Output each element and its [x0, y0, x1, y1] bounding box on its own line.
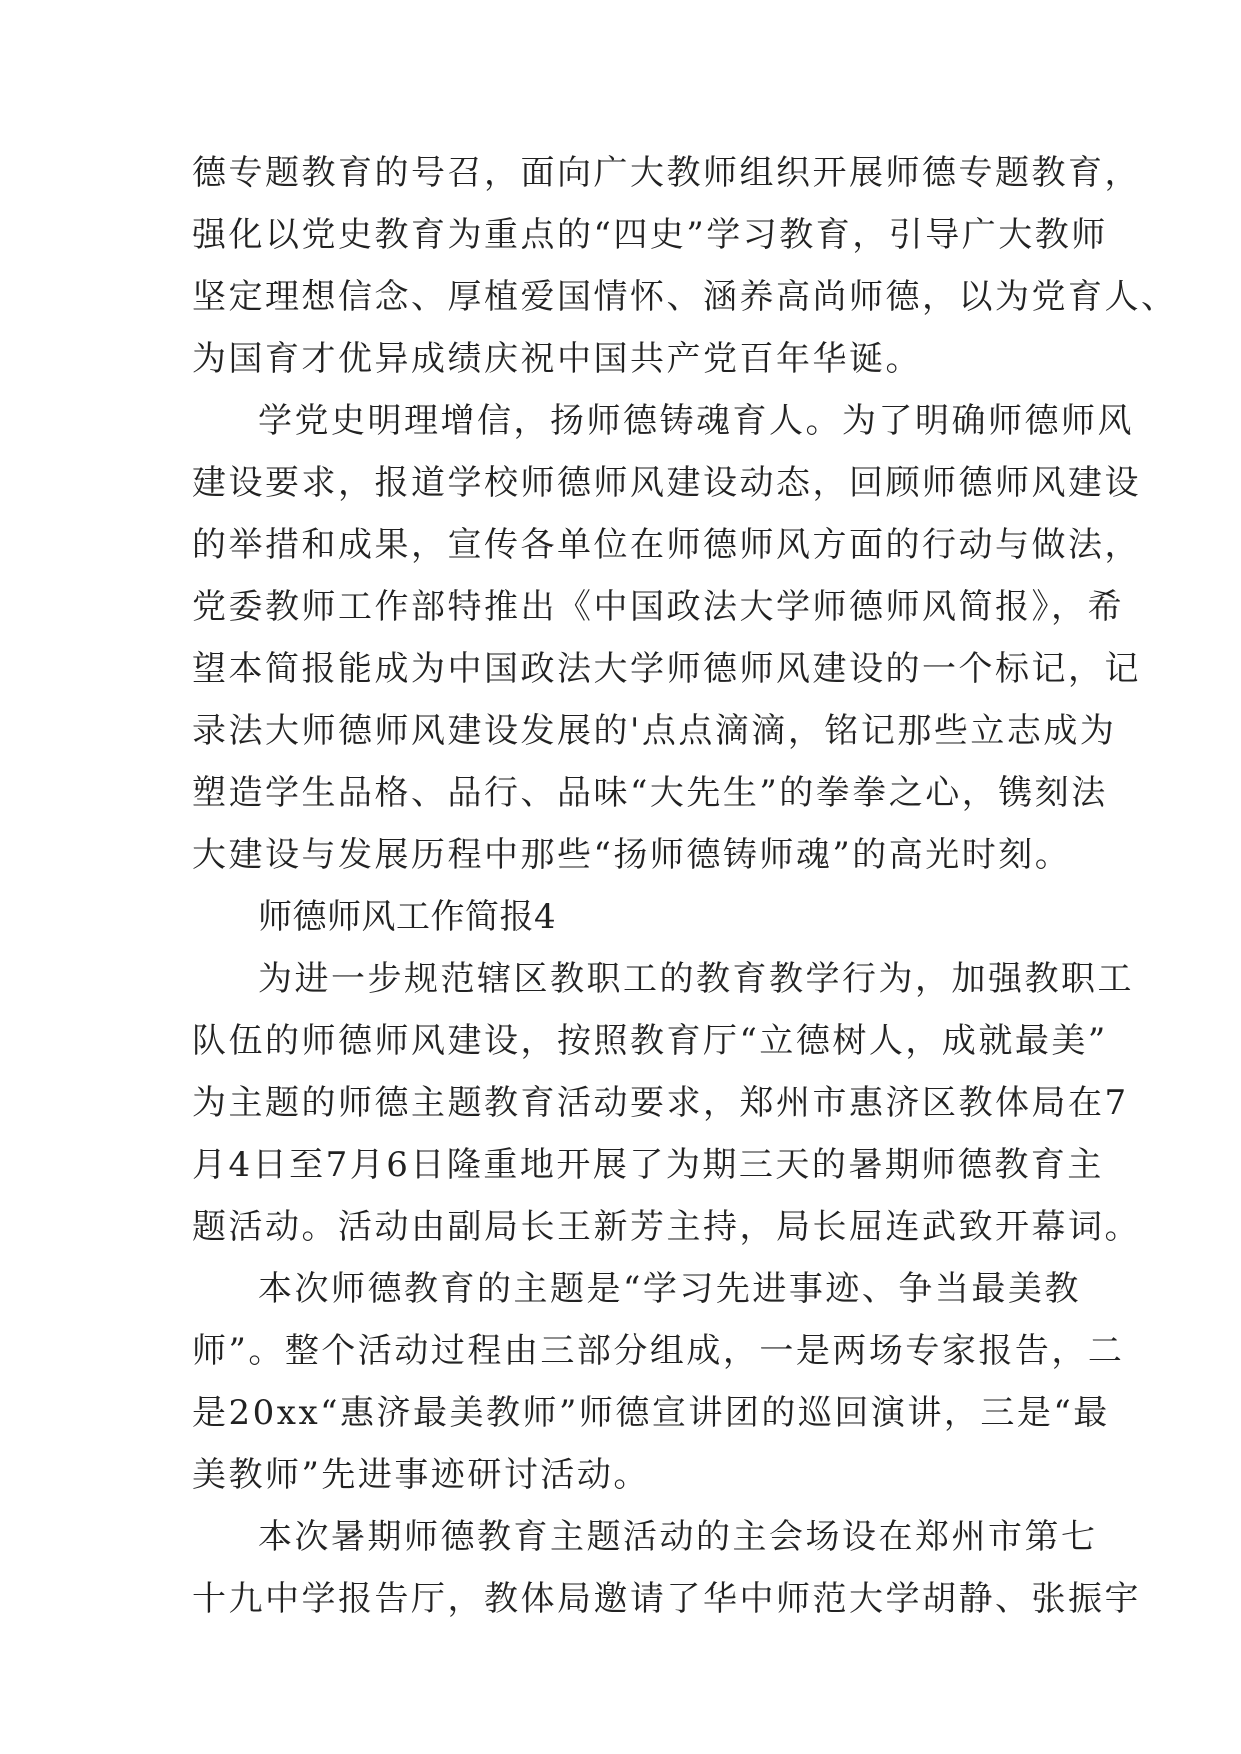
text-line: 师”。整个活动过程由三部分组成，一是两场专家报告，二	[192, 1331, 1125, 1371]
text-line: 为主题的师德主题教育活动要求，郑州市惠济区教体局在7	[192, 1083, 1129, 1123]
text-line: 美教师”先进事迹研讨活动。	[192, 1455, 650, 1495]
text-line: 为进一步规范辖区教职工的教育教学行为，加强教职工	[258, 959, 1134, 999]
text-line: 学党史明理增信，扬师德铸魂育人。为了明确师德师风	[258, 401, 1134, 441]
text-line: 党委教师工作部特推出《中国政法大学师德师风简报》，希	[192, 587, 1124, 627]
text-line: 的举措和成果，宣传各单位在师德师风方面的行动与做法，	[192, 525, 1141, 565]
text-line: 本次师德教育的主题是“学习先进事迹、争当最美教	[258, 1269, 1081, 1309]
text-line: 望本简报能成为中国政法大学师德师风建设的一个标记，记	[192, 649, 1141, 689]
paragraph	[192, 142, 1178, 390]
paragraph	[192, 390, 1141, 886]
document-body	[192, 142, 1178, 1630]
text-line: 十九中学报告厅，教体局邀请了华中师范大学胡静、张振宇	[192, 1579, 1141, 1619]
text-line: 录法大师德师风建设发展的'点点滴滴，铭记那些立志成为	[192, 711, 1117, 751]
text-line: 为国育才优异成绩庆祝中国共产党百年华诞。	[192, 339, 922, 379]
paragraph	[192, 1258, 1125, 1506]
text-line: 坚定理想信念、厚植爱国情怀、涵养高尚师德，以为党育人、	[192, 277, 1178, 317]
paragraph	[192, 948, 1141, 1258]
text-line: 题活动。活动由副局长王新芳主持，局长屈连武致开幕词。	[192, 1207, 1141, 1247]
text-line: 塑造学生品格、品行、品味“大先生”的拳拳之心，镌刻法	[192, 773, 1108, 813]
text-line: 建设要求，报道学校师德师风建设动态，回顾师德师风建设	[192, 463, 1141, 503]
section-heading	[192, 886, 1052, 948]
text-line: 德专题教育的号召，面向广大教师组织开展师德专题教育，	[192, 153, 1141, 193]
text-line: 本次暑期师德教育主题活动的主会场设在郑州市第七	[258, 1517, 1098, 1557]
text-line: 强化以党史教育为重点的“四史”学习教育，引导广大教师	[192, 215, 1108, 255]
text-line: 队伍的师德师风建设，按照教育厅“立德树人，成就最美”	[192, 1021, 1108, 1061]
paragraph	[192, 1506, 1141, 1630]
text-line: 大建设与发展历程中那些“扬师德铸师魂”的高光时刻。	[192, 835, 1072, 875]
text-line: 月4日至7月6日隆重地开展了为期三天的暑期师德教育主	[192, 1145, 1104, 1185]
text-line: 是20xx“惠济最美教师”师德宣讲团的巡回演讲，三是“最	[192, 1393, 1110, 1433]
section-heading-text: 师德师风工作简报4	[258, 897, 557, 937]
